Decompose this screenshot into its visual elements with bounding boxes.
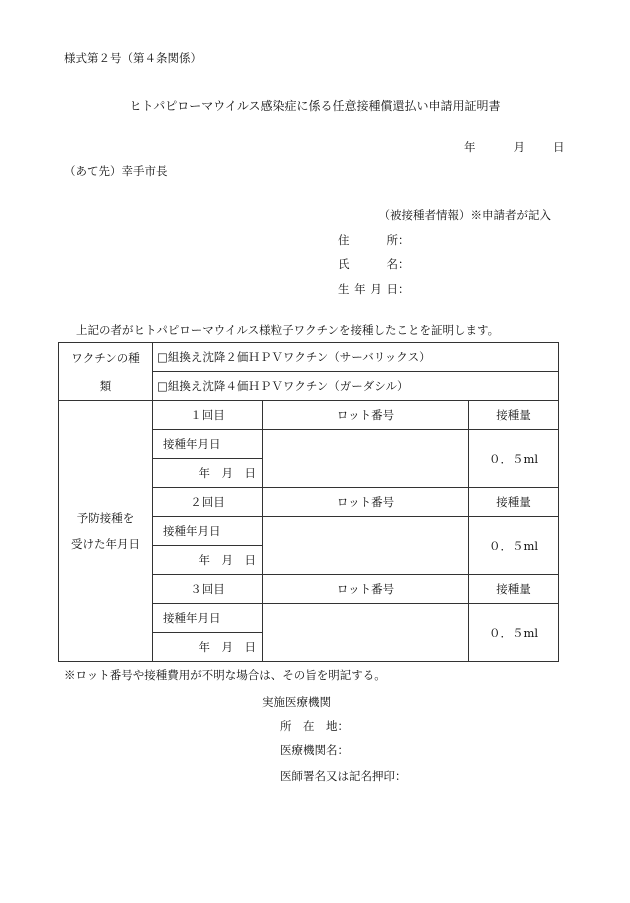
doctor-signature-label: 医師署名又は記名押印： [280,769,407,783]
vaccine-type-label: ワクチンの種 類 [59,343,153,401]
injection-date-field[interactable]: 年 月 日 [153,546,263,575]
vaccine-option-quadrivalent[interactable]: □組換え沈降４価ＨＰＶワクチン（ガーダシル） [153,372,559,401]
applicant-address-label: 住所 [338,233,398,247]
injection-date-field[interactable]: 年 月 日 [153,633,263,662]
certification-statement: 上記の者がヒトパピローマウイルス様粒子ワクチンを接種したことを証明します。 [76,323,500,337]
applicant-address-row [338,232,410,248]
dose-amount-header: 接種量 [469,401,559,430]
dose-amount: ０．５ml [469,604,559,662]
lot-number-header: ロット番号 [263,488,469,517]
dose-amount: ０．５ml [469,517,559,575]
facility-heading: 実施医療機関 [262,695,331,709]
colon: ： [398,282,410,296]
facility-location-label: 所 在 地： [280,719,349,733]
date-day: 日 [553,140,565,154]
applicant-birthdate-label: 生年月日 [338,282,398,296]
colon: ： [398,257,410,271]
applicant-birthdate-row [338,281,410,297]
colon: ： [398,233,410,247]
addressee: （あて先）幸手市長 [64,164,168,178]
date-month: 月 [513,140,525,154]
injection-date-label-cell: 接種年月日 [153,517,263,546]
dose-round: ３回目 [153,575,263,604]
facility-name-label: 医療機関名： [280,743,349,757]
dose-amount: ０．５ml [469,430,559,488]
applicant-name-row [338,256,410,272]
injection-date-label: 予防接種を 受けた年月日 [59,401,153,662]
vaccination-table [58,342,559,662]
lot-number-header: ロット番号 [263,401,469,430]
injection-date-label-cell: 接種年月日 [153,430,263,459]
lot-number-header: ロット番号 [263,575,469,604]
applicant-name-label: 氏名 [338,257,398,271]
dose-amount-header: 接種量 [469,488,559,517]
date-year: 年 [464,140,476,154]
applicant-heading: （被接種者情報）※申請者が記入 [378,208,551,222]
dose-amount-header: 接種量 [469,575,559,604]
dose-round: ２回目 [153,488,263,517]
document-title: ヒトパピローマウイルス感染症に係る任意接種償還払い申請用証明書 [129,99,501,113]
dose-round: １回目 [153,401,263,430]
lot-number-field[interactable] [263,604,469,662]
injection-date-field[interactable]: 年 月 日 [153,459,263,488]
issue-date [464,139,565,155]
lot-number-field[interactable] [263,517,469,575]
vaccine-option-bivalent[interactable]: □組換え沈降２価ＨＰＶワクチン（サーバリックス） [153,343,559,372]
form-number: 様式第２号（第４条関係） [64,51,202,65]
injection-date-label-cell: 接種年月日 [153,604,263,633]
footnote: ※ロット番号や接種費用が不明な場合は、その旨を明記する。 [64,668,386,682]
lot-number-field[interactable] [263,430,469,488]
